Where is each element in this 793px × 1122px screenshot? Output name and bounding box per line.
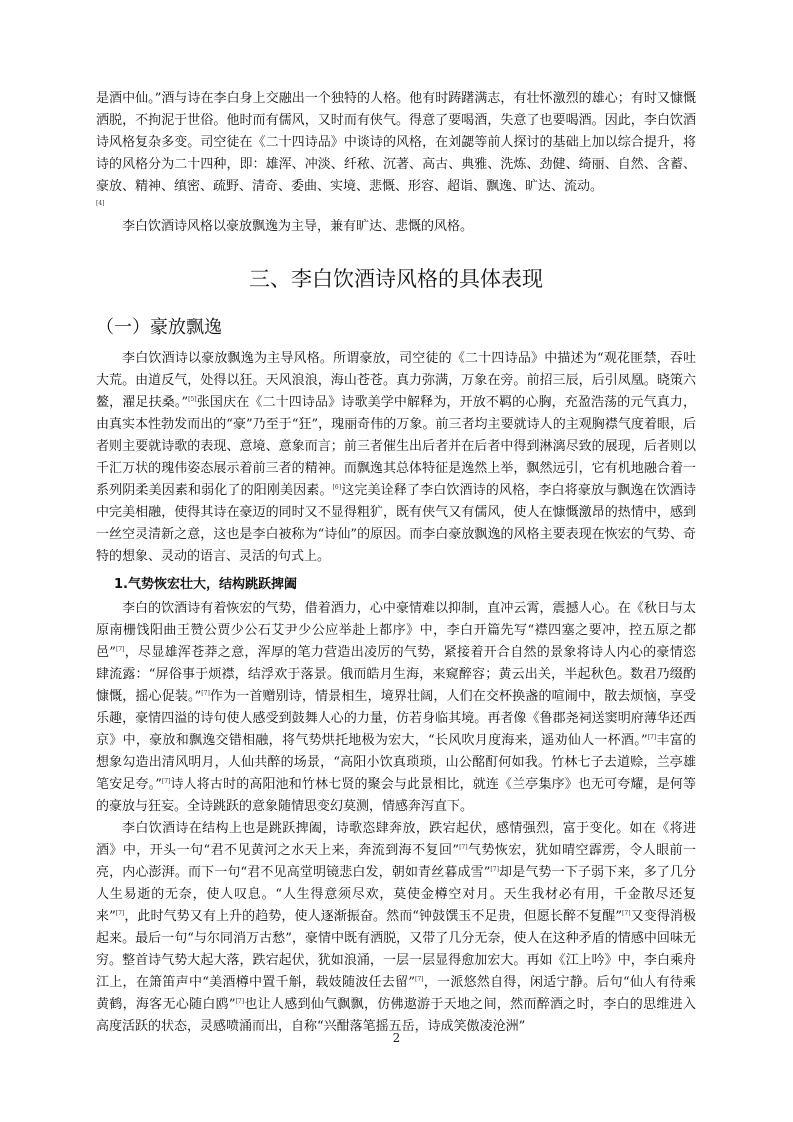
citation-ref: [7] xyxy=(201,690,210,697)
paragraph-text: 是酒中仙。”酒与诗在李白身上交融出一个独特的人格。他有时踌躇满志，有壮怀激烈的雄心；有时又慷慨洒脱，不拘泥于世俗。他时而有儒风，又时而有侠气。得意了要喝酒，失意了也要喝酒。因此，李白饮酒诗风格复杂多变。司空徒在《二十四诗品》中谈诗的风格，在刘勰等前人探讨的基础上加以综合提升，将诗的风格分为二十四种，即：雄浑、冲淡、纤秾、沉著、高古、典雅、洗炼、劲健、绮丽、自然、含蓄、豪放、精神、缜密、疏野、清奇、委曲、实境、悲慨、形容、超诣、飘逸、旷达、流动。 xyxy=(96,91,696,194)
paragraph-text: 李白饮酒诗在结构上也是跳跃捭阖，诗歌恣肆奔放，跌宕起伏，感情强烈，富于变化。如在《将进酒》中，开头一句“君不见黄河之水天上来，奔流到海不复回” xyxy=(96,821,696,858)
paragraph-text: 也让人感到仙气飘飘，仿佛遨游于天地之间，然而醉酒之时，李白的思维进入高度活跃的状态，灵感喷涌而出，自称“兴酣落笔摇五岳，诗成笑傲凌沧洲” xyxy=(96,997,696,1034)
citation-ref: [7] xyxy=(115,646,125,653)
point-title: 1.气势恢宏壮大，结构跳跃捭阖 xyxy=(114,577,297,592)
citation-ref: [7] xyxy=(490,866,499,873)
body-paragraph xyxy=(96,88,696,198)
body-paragraph xyxy=(96,598,696,818)
page-number: 2 xyxy=(392,1031,401,1045)
paragraph-text: 又变得消极起来。最后一句“与尔同消万古愁”，豪情中既有洒脱，又带了几分无奈，使人在这种矛盾的情感中回味无穷。整首诗气势大起大落，跌宕起伏，犹如浪涌，一层一层显得愈加宏大。再如《江上吟》中，李白乘舟江上，在箫笛声中“美酒樽中置千斛，载妓随波任去留” xyxy=(96,909,696,990)
paragraph-text: 张国庆在《二十四诗品》诗歌美学中解释为，开放不羁的心胸，充盈浩荡的元气真力，由真实本性勃发而出的“豪”乃至于“狂”，瑰丽奇伟的万象。前三者均主要就诗人的主观胸襟气度着眼，后者则主要就诗歌的表现、意境、意象而言；前三者催生出后者并在后者中得到淋漓尽致的展现，后者则以千汇万状的瑰伟姿态展示着前三者的精神。而飘逸其总体特征是逸然上举，飘然远引，它有机地融合着一系列阴柔美因素和弱化了的阳刚美因素。 xyxy=(96,395,696,498)
body-paragraph xyxy=(96,348,696,568)
paragraph-text: 诗人将古时的高阳池和竹林七贤的聚会与此景相比，就连《兰亭集序》也无可夸耀，是何等的豪放与狂妄。全诗跳跃的意象随情思变幻莫测，情感奔泻直下。 xyxy=(96,777,696,814)
citation-ref: [4] xyxy=(96,200,105,207)
citation-ref: [6] xyxy=(332,484,342,491)
citation-ref: [5] xyxy=(188,396,197,403)
citation-ref: [7] xyxy=(161,778,171,785)
citation-ref: [7] xyxy=(414,976,424,983)
paragraph-text: ，一派悠然自得，闲适宁静。后句“仙人有待乘黄鹤，海客无心随白鸥” xyxy=(96,975,696,1012)
paragraph-text: 气势恢宏，犹如晴空霹雳，令人眼前一亮，内心澎湃。而下一句“君不见高堂明镜悲白发，朝如青丝暮成雪” xyxy=(96,843,696,880)
citation-ref: [7] xyxy=(622,910,631,917)
paragraph-text: 却是气势一下子弱下来，多了几分人生易逝的无奈，使人叹息。“人生得意须尽欢，莫使金樽空对月。天生我材必有用，千金散尽还复来” xyxy=(96,865,696,924)
paragraph-text: 李白饮酒诗以豪放飘逸为主导风格。所谓豪放，司空徒的《二十四诗品》中描述为“观花匪禁，吞吐大荒。由道反气，处得以狂。天风浪浪，海山苍苍。真力弥满，万象在旁。前招三辰，后引凤凰。晓策六鳌，濯足扶桑。” xyxy=(96,351,696,410)
paragraph-text: 李白的饮酒诗有着恢宏的气势，借着酒力，心中豪情难以抑制，直冲云霄，震撼人心。在《秋日与太原南栅饯阳曲王赞公贾少公石艾尹少公应举赴上都序》中，李白开篇先写“襟四塞之要冲，控五原之都邑” xyxy=(96,601,696,660)
body-paragraph: 李白饮酒诗风格以豪放飘逸为主导，兼有旷达、悲慨的风格。 xyxy=(122,219,474,234)
body-paragraph xyxy=(96,818,696,1038)
document-page xyxy=(96,88,696,1038)
paragraph-text: ，尽显雄浑苍莽之意，浑厚的笔力营造出凌厉的气势，紧接着开合自然的景象将诗人内心的豪情恣肆流露：“屏俗事于烦襟，结浮欢于落景。俄而皓月生海，来窥醉容；黄云出关，半起秋色。数君乃缀酌慷慨，摇心促装。” xyxy=(96,645,696,704)
paragraph-text: ，此时气势又有上升的趋势，使人逐渐振奋。然而“钟鼓馔玉不足贵，但愿长醉不复醒” xyxy=(124,909,623,924)
citation-ref: [7] xyxy=(235,998,245,1005)
section-title: 三、李白饮酒诗风格的具体表现 xyxy=(249,267,543,291)
subsection-title: （一）豪放飘逸 xyxy=(96,317,222,338)
citation-ref: [7] xyxy=(647,734,657,741)
paragraph-text: 作为一首赠别诗，情景相生，境界壮阔，人们在交杯换盏的喧闹中，散去烦恼，享受乐趣，豪情四溢的诗句使人感受到鼓舞人心的力量，仿若身临其境。再者像《鲁郡尧祠送窦明府薄华还西京》中，豪放和飘逸交错相融，将气势烘托地极为宏大，“长风吹月度海来，遥劝仙人一杯酒。” xyxy=(96,689,696,748)
paragraph-text: 丰富的想象勾造出清风明月，人仙共醉的场景，“高阳小饮真琐琐，山公酩酊何如我。竹林七子去道赊，兰亭雄笔安足夸。” xyxy=(96,733,696,792)
paragraph-text: 这完美诠释了李白饮酒诗的风格，李白将豪放与飘逸在饮酒诗中完美相融，使得其诗在豪迈的同时又不显得粗犷，既有侠气又有儒风，使人在慷慨激昂的热情中，感到一丝空灵清新之意，这也是李白被称为“诗仙”的原因。而李白豪放飘逸的风格主要表现在恢宏的气势、奇特的想象、灵动的语言、灵活的句式上。 xyxy=(96,483,696,564)
citation-ref: [7] xyxy=(459,844,468,851)
citation-ref: [7] xyxy=(115,910,125,917)
